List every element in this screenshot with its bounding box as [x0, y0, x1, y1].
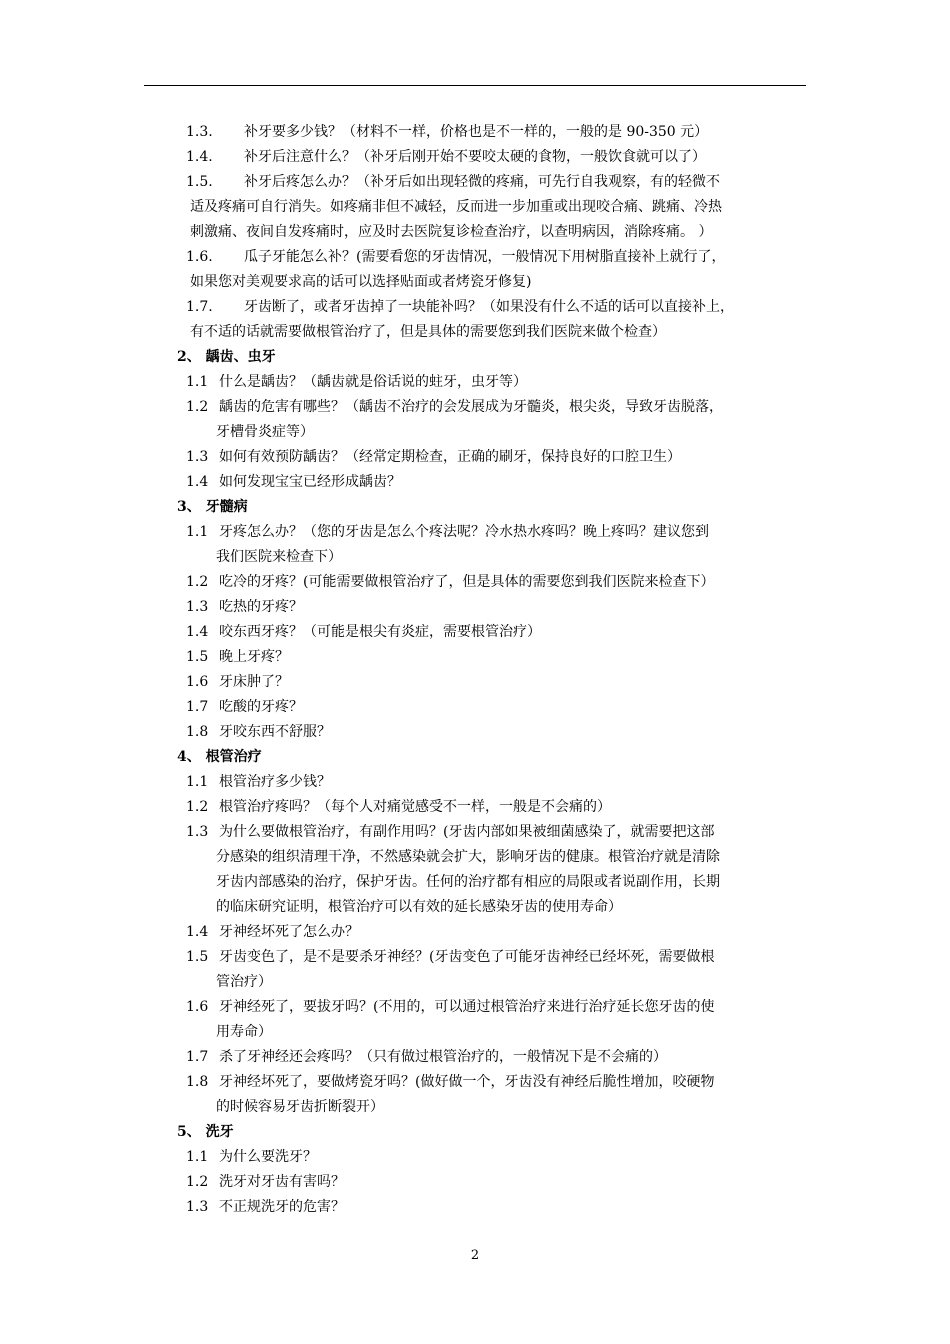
list-item — [186, 795, 611, 820]
list-item — [186, 595, 303, 620]
item-number: 1.1 — [186, 524, 209, 540]
list-item — [186, 245, 725, 270]
list-item-continuation — [216, 895, 622, 920]
header-rule — [144, 85, 806, 86]
list-item — [186, 370, 527, 395]
list-item — [186, 995, 714, 1020]
section-heading: 2、 龋齿、虫牙 — [177, 349, 276, 365]
item-text: 根管治疗疼吗？（每个人对痛觉感受不一样，一般是不会痛的） — [219, 799, 611, 815]
item-text: 为什么要做根管治疗，有副作用吗？(牙齿内部如果被细菌感染了，就需要把这部 — [219, 824, 715, 840]
page-number: 2 — [470, 1248, 480, 1263]
item-text: 吃酸的牙疼？ — [219, 699, 303, 715]
item-text: 瓜子牙能怎么补？(需要看您的牙齿情况，一般情况下用树脂直接补上就行了， — [244, 249, 726, 265]
item-number: 1.6. — [186, 249, 213, 265]
list-item — [186, 295, 734, 320]
item-text: 什么是龋齿？（龋齿就是俗话说的蛀牙，虫牙等） — [219, 374, 527, 390]
item-text: 的时候容易牙齿折断裂开） — [216, 1099, 384, 1115]
section-heading: 3、 牙髓病 — [177, 499, 248, 515]
list-item — [186, 395, 723, 420]
list-item — [186, 145, 706, 170]
item-text: 牙神经死了，要拔牙吗？(不用的，可以通过根管治疗来进行治疗延长您牙齿的使 — [219, 999, 715, 1015]
item-text: 吃热的牙疼？ — [219, 599, 303, 615]
list-item-continuation — [216, 1020, 272, 1045]
item-text: 为什么要洗牙？ — [219, 1149, 317, 1165]
item-text: 如何发现宝宝已经形成龋齿？ — [219, 474, 401, 490]
item-text: 洗牙对牙齿有害吗？ — [219, 1174, 345, 1190]
item-text: 牙齿断了，或者牙齿掉了一块能补吗？（如果没有什么不适的话可以直接补上， — [244, 299, 734, 315]
item-number: 1.3 — [186, 599, 209, 615]
item-number: 1.2 — [186, 799, 209, 815]
item-number: 1.6 — [186, 999, 209, 1015]
item-text: 牙齿变色了，是不是要杀牙神经？(牙齿变色了可能牙齿神经已经坏死，需要做根 — [219, 949, 715, 965]
item-text: 用寿命） — [216, 1024, 272, 1040]
list-item — [186, 1195, 345, 1220]
list-item — [186, 520, 709, 545]
item-text: 龋齿的危害有哪些？（龋齿不治疗的会发展成为牙髓炎，根尖炎，导致牙齿脱落， — [219, 399, 723, 415]
item-text: 晚上牙疼？ — [219, 649, 289, 665]
list-item — [186, 170, 720, 195]
list-item-continuation — [216, 545, 342, 570]
item-text: 牙床肿了？ — [219, 674, 289, 690]
list-item — [186, 620, 541, 645]
list-item-continuation — [190, 320, 666, 345]
item-text: 牙槽骨炎症等） — [216, 424, 314, 440]
list-item — [186, 470, 401, 495]
list-item — [186, 920, 359, 945]
list-item — [186, 770, 331, 795]
item-text: 牙疼怎么办？（您的牙齿是怎么个疼法呢？冷水热水疼吗？晚上疼吗？建议您到 — [219, 524, 709, 540]
item-text: 补牙后疼怎么办？（补牙后如出现轻微的疼痛，可先行自我观察，有的轻微不 — [244, 174, 720, 190]
item-text: 不正规洗牙的危害？ — [219, 1199, 345, 1215]
item-number: 1.2 — [186, 1174, 209, 1190]
item-number: 1.4 — [186, 474, 209, 490]
item-number: 1.1 — [186, 374, 209, 390]
item-number: 1.8 — [186, 724, 209, 740]
list-item — [186, 670, 289, 695]
item-text: 的临床研究证明，根管治疗可以有效的延长感染牙齿的使用寿命） — [216, 899, 622, 915]
list-item — [186, 445, 681, 470]
item-number: 1.7 — [186, 699, 209, 715]
list-item — [186, 1145, 317, 1170]
item-text: 杀了牙神经还会疼吗？（只有做过根管治疗的，一般情况下是不会痛的） — [219, 1049, 667, 1065]
item-text: 我们医院来检查下） — [216, 549, 342, 565]
item-number: 1.5 — [186, 949, 209, 965]
section-heading: 4、 根管治疗 — [177, 749, 262, 765]
list-item-continuation — [216, 870, 720, 895]
list-item-continuation — [216, 420, 314, 445]
item-number: 1.4. — [186, 149, 213, 165]
item-text: 适及疼痛可自行消失。如疼痛非但不减轻，反而进一步加重或出现咬合痛、跳痛、冷热 — [190, 199, 722, 215]
list-item — [186, 945, 714, 970]
item-text: 如何有效预防龋齿？（经常定期检查，正确的刷牙，保持良好的口腔卫生） — [219, 449, 681, 465]
item-text: 补牙后注意什么？（补牙后刚开始不要咬太硬的食物，一般饮食就可以了） — [244, 149, 706, 165]
item-text: 吃冷的牙疼？(可能需要做根管治疗了，但是具体的需要您到我们医院来检查下） — [219, 574, 715, 590]
item-text: 分感染的组织清理干净，不然感染就会扩大，影响牙齿的健康。根管治疗就是清除 — [216, 849, 720, 865]
item-text: 牙神经坏死了怎么办？ — [219, 924, 359, 940]
list-item — [186, 1070, 714, 1095]
item-text: 有不适的话就需要做根管治疗了，但是具体的需要您到我们医院来做个检查） — [190, 324, 666, 340]
item-number: 1.5. — [186, 174, 213, 190]
item-number: 1.1 — [186, 1149, 209, 1165]
item-number: 1.1 — [186, 774, 209, 790]
item-text: 根管治疗多少钱？ — [219, 774, 331, 790]
item-number: 1.7 — [186, 1049, 209, 1065]
list-item-continuation — [216, 845, 720, 870]
list-item — [186, 645, 289, 670]
item-text: 补牙要多少钱？（材料不一样，价格也是不一样的，一般的是 90-350 元） — [244, 124, 709, 140]
list-item — [186, 1045, 667, 1070]
list-item — [186, 1170, 345, 1195]
item-number: 1.3 — [186, 449, 209, 465]
item-text: 牙齿内部感染的治疗，保护牙齿。任何的治疗都有相应的局限或者说副作用，长期 — [216, 874, 720, 890]
list-item-continuation — [216, 970, 272, 995]
item-number: 1.3. — [186, 124, 213, 140]
item-number: 1.3 — [186, 824, 209, 840]
item-number: 1.2 — [186, 574, 209, 590]
item-number: 1.4 — [186, 924, 209, 940]
list-item-continuation — [190, 195, 722, 220]
item-number: 1.5 — [186, 649, 209, 665]
item-text: 如果您对美观要求高的话可以选择贴面或者烤瓷牙修复) — [190, 274, 532, 290]
item-number: 1.6 — [186, 674, 209, 690]
item-number: 1.7. — [186, 299, 213, 315]
item-number: 1.2 — [186, 399, 209, 415]
item-text: 管治疗） — [216, 974, 272, 990]
list-item-continuation — [190, 270, 531, 295]
list-item — [186, 695, 303, 720]
item-number: 1.3 — [186, 1199, 209, 1215]
item-text: 牙神经坏死了，要做烤瓷牙吗？(做好做一个，牙齿没有神经后脆性增加，咬硬物 — [219, 1074, 715, 1090]
list-item — [186, 120, 708, 145]
list-item-continuation — [216, 1095, 384, 1120]
item-text: 刺激痛、夜间自发疼痛时，应及时去医院复诊检查治疗，以查明病因，消除疼痛。 ） — [190, 224, 713, 240]
item-number: 1.8 — [186, 1074, 209, 1090]
list-item — [186, 820, 714, 845]
item-text: 牙咬东西不舒服？ — [219, 724, 331, 740]
list-item — [186, 570, 714, 595]
item-text: 咬东西牙疼？（可能是根尖有炎症，需要根管治疗） — [219, 624, 541, 640]
section-heading: 5、 洗牙 — [177, 1124, 234, 1140]
list-item-continuation — [190, 220, 712, 245]
list-item — [186, 720, 331, 745]
item-number: 1.4 — [186, 624, 209, 640]
